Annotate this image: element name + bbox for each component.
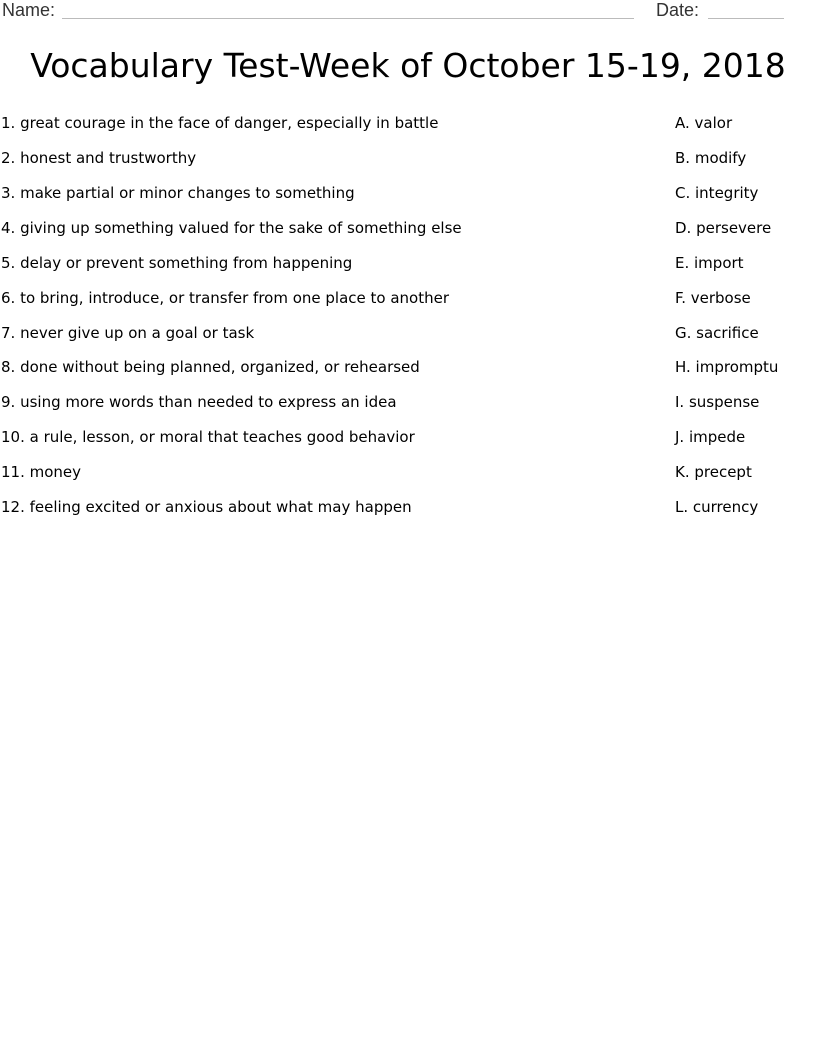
list-item xyxy=(0,147,816,169)
answer-choice: B. modify xyxy=(675,149,747,167)
answer-choice: C. integrity xyxy=(675,184,759,202)
clue-text: 3. make partial or minor changes to something xyxy=(1,184,355,202)
answer-choice: E. import xyxy=(675,254,744,272)
clue-text: 8. done without being planned, organized, or rehearsed xyxy=(1,358,420,376)
clue-text: 7. never give up on a goal or task xyxy=(1,324,255,342)
clue-text: 5. delay or prevent something from happening xyxy=(1,254,353,272)
answer-choice: K. precept xyxy=(675,463,752,481)
list-item xyxy=(0,182,816,204)
list-item xyxy=(0,252,816,274)
answer-choice: F. verbose xyxy=(675,289,751,307)
clue-text: 1. great courage in the face of danger, especially in battle xyxy=(1,114,439,132)
name-blank-line xyxy=(62,18,634,19)
answer-choice: H. impromptu xyxy=(675,358,779,376)
list-item xyxy=(0,112,816,134)
answer-choice: D. persevere xyxy=(675,219,772,237)
list-item xyxy=(0,217,816,239)
list-item xyxy=(0,426,816,448)
answer-choice: J. impede xyxy=(675,428,746,446)
list-item xyxy=(0,322,816,344)
clue-text: 2. honest and trustworthy xyxy=(1,149,197,167)
page-title: Vocabulary Test-Week of October 15-19, 2018 xyxy=(30,46,786,85)
list-item xyxy=(0,461,816,483)
clue-text: 4. giving up something valued for the sake of something else xyxy=(1,219,462,237)
clue-text: 11. money xyxy=(1,463,82,481)
answer-choice: G. sacrifice xyxy=(675,324,759,342)
answer-choice: L. currency xyxy=(675,498,759,516)
list-item xyxy=(0,287,816,309)
clue-text: 12. feeling excited or anxious about what may happen xyxy=(1,498,412,516)
header-row xyxy=(0,0,816,24)
date-blank-line xyxy=(708,18,784,19)
answer-choice: A. valor xyxy=(675,114,733,132)
list-item xyxy=(0,356,816,378)
clue-text: 6. to bring, introduce, or transfer from one place to another xyxy=(1,289,450,307)
date-label: Date: xyxy=(656,0,700,20)
clue-text: 10. a rule, lesson, or moral that teaches good behavior xyxy=(1,428,415,446)
name-label: Name: xyxy=(2,0,56,20)
list-item xyxy=(0,496,816,518)
clue-text: 9. using more words than needed to express an idea xyxy=(1,393,397,411)
list-item xyxy=(0,391,816,413)
answer-choice: I. suspense xyxy=(675,393,760,411)
